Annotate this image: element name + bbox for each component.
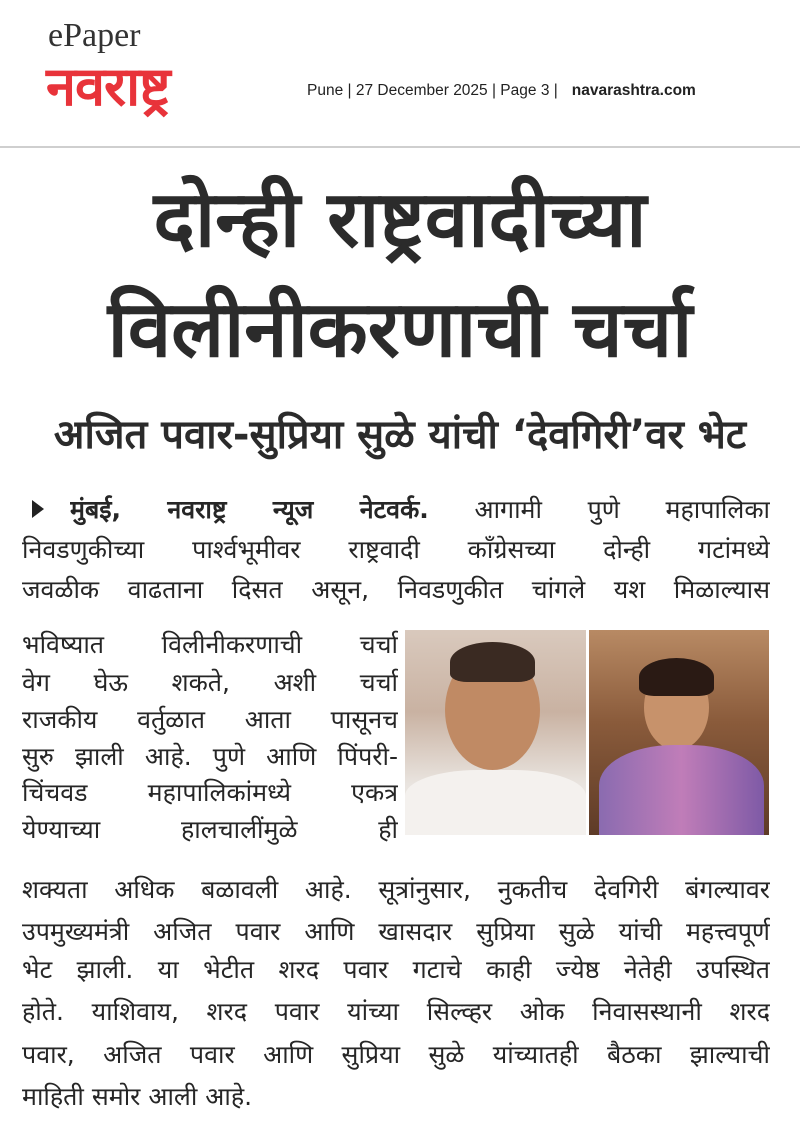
body-line: भेट झाली. या भेटीत शरद पवार गटाचे काही ज्येष्ठ नेतेही उपस्थित	[22, 955, 770, 984]
body-line	[70, 490, 770, 530]
body-line: वेग घेऊ शकते, अशी चर्चा	[22, 668, 398, 697]
subheadline: अजित पवार-सुप्रिया सुळे यांची ‘देवगिरी’वर भेट	[53, 412, 747, 458]
headline-line-2: विलीनीकरणाची चर्चा	[107, 285, 693, 375]
body-line: शक्यता अधिक बळावली आहे. सूत्रांनुसार, नुकतीच देवगिरी बंगल्यावर	[22, 875, 770, 904]
body-line: निवडणुकीच्या पार्श्वभूमीवर राष्ट्रवादी काँग्रेसच्या दोन्ही गटांमध्ये	[22, 535, 770, 564]
saree-shape	[599, 745, 764, 835]
body-line: होते. याशिवाय, शरद पवार यांच्या सिल्व्हर ओक निवासस्थानी शरद	[22, 997, 770, 1026]
body-line: पवार, अजित पवार आणि सुप्रिया सुळे यांच्यातही बैठका झाल्याची	[22, 1040, 770, 1069]
body-line: सुरु झाली आहे. पुणे आणि पिंपरी-	[22, 742, 398, 771]
body-line: जवळीक वाढताना दिसत असून, निवडणुकीत चांगले यश मिळाल्यास	[22, 575, 770, 604]
shirt-shape	[405, 770, 586, 835]
edition-info	[307, 82, 696, 100]
body-line: माहिती समोर आली आहे.	[22, 1082, 253, 1111]
navarashtra-logo: नवराष्ट्र	[46, 55, 170, 118]
hair-shape	[639, 658, 714, 696]
photo-ajit-pawar	[405, 630, 586, 835]
photo-supriya-sule	[589, 630, 769, 835]
body-line: उपमुख्यमंत्री अजित पवार आणि खासदार सुप्रिया सुळे यांची महत्त्वपूर्ण	[22, 917, 770, 946]
epaper-label: ePaper	[48, 17, 141, 54]
body-line: येण्याच्या हालचालींमुळे ही	[22, 815, 398, 844]
header-divider	[0, 146, 800, 148]
headline-line-1: दोन्ही राष्ट्रवादीच्या	[153, 175, 647, 265]
body-line: राजकीय वर्तुळात आता पासूनच	[22, 705, 398, 734]
article-photos	[405, 630, 769, 835]
site-link[interactable]: navarashtra.com	[571, 82, 696, 99]
edition-date-page: Pune | 27 December 2025 | Page 3 |	[307, 82, 558, 99]
hair-shape	[450, 642, 535, 682]
body-line-text: आगामी पुणे महापालिका	[474, 495, 770, 524]
bullet-arrow-icon	[32, 500, 44, 518]
body-line: भविष्यात विलीनीकरणाची चर्चा	[22, 630, 398, 659]
dateline: मुंबई, नवराष्ट्र न्यूज नेटवर्क.	[70, 495, 429, 524]
body-line: चिंचवड महापालिकांमध्ये एकत्र	[22, 778, 398, 807]
